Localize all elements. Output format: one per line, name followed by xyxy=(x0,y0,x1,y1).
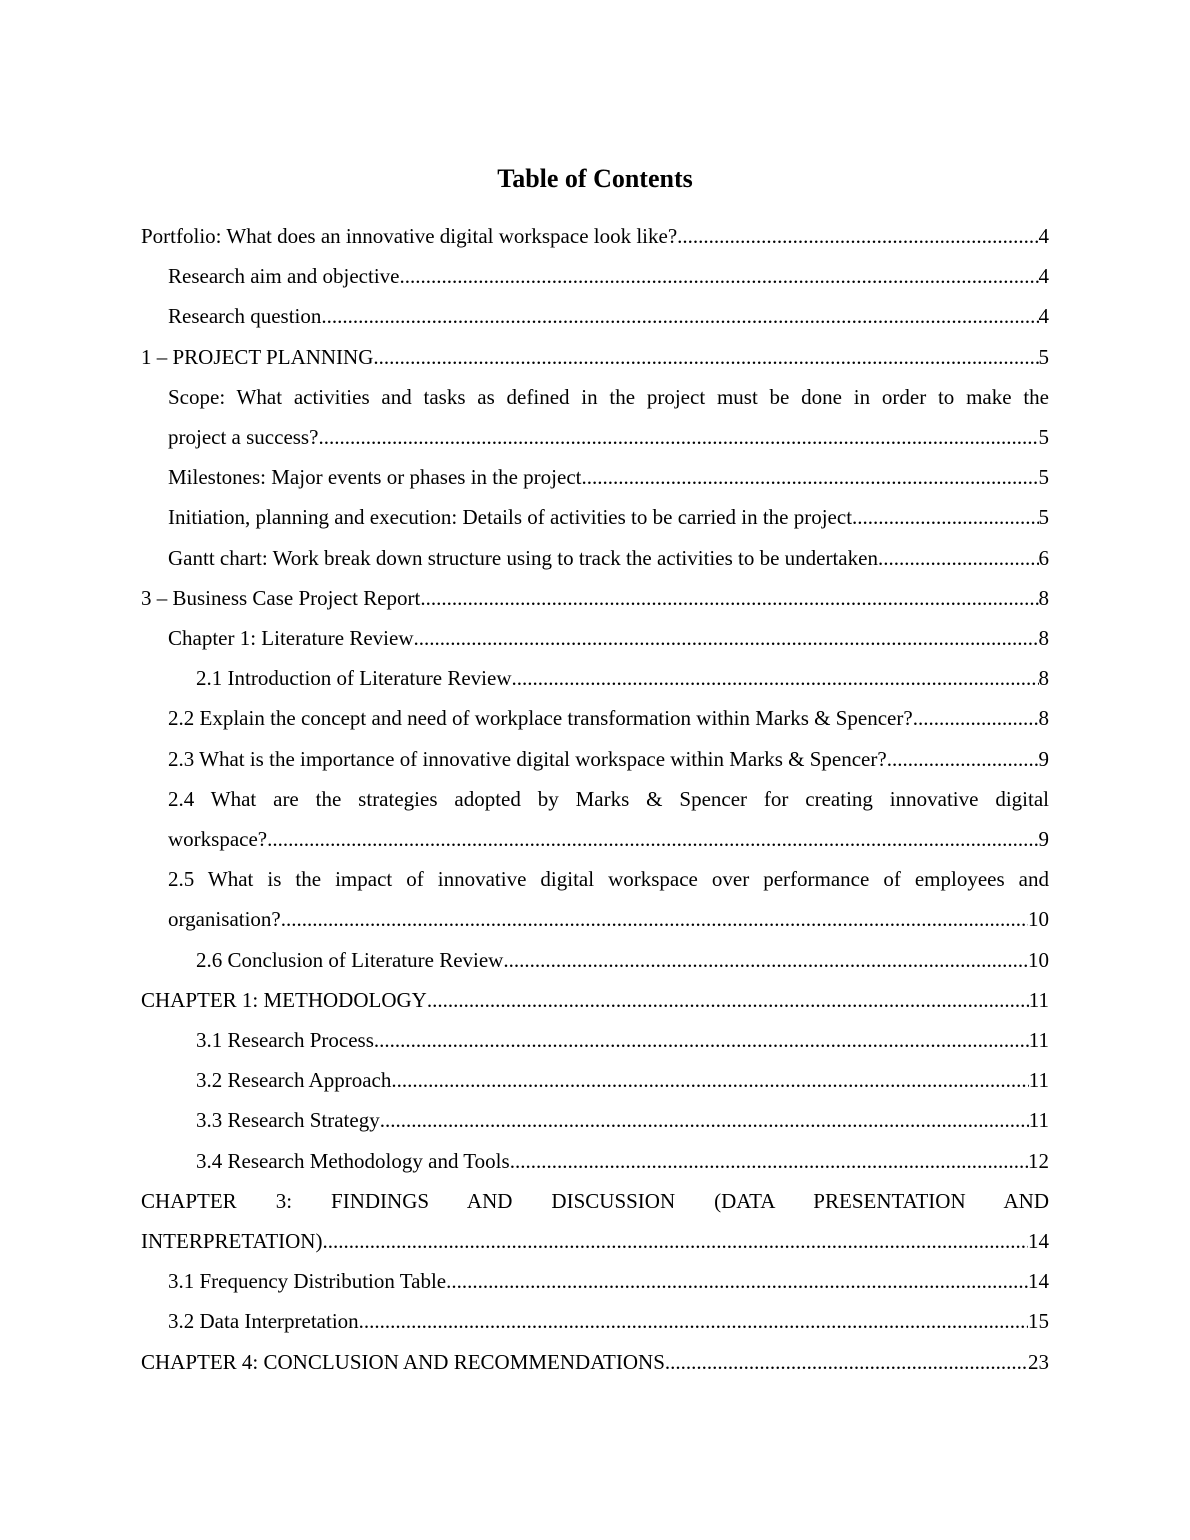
toc-entry[interactable] xyxy=(141,1020,1049,1060)
toc-entry-text: 3.2 Data Interpretation xyxy=(168,1309,359,1334)
dot-leader xyxy=(374,1020,1029,1060)
toc-entry-page: 10 xyxy=(1028,907,1049,932)
toc-entry-text: INTERPRETATION) xyxy=(141,1229,323,1254)
toc-entry[interactable] xyxy=(141,698,1049,738)
toc-entry[interactable] xyxy=(141,618,1049,658)
toc-entry[interactable] xyxy=(141,940,1049,980)
toc-entry[interactable] xyxy=(141,296,1049,336)
dot-leader xyxy=(913,698,1039,738)
toc-entry-page: 8 xyxy=(1038,626,1049,651)
dot-leader xyxy=(887,739,1039,779)
toc-entry-text: Chapter 1: Literature Review xyxy=(168,626,414,651)
toc-entry[interactable] xyxy=(141,497,1049,537)
toc-entry-page: 23 xyxy=(1028,1349,1049,1374)
toc-entry[interactable] xyxy=(141,980,1049,1020)
toc-entry[interactable] xyxy=(141,1060,1049,1100)
dot-leader xyxy=(852,497,1038,537)
dot-leader xyxy=(359,1301,1028,1341)
toc-entry-text: 3.4 Research Methodology and Tools xyxy=(196,1148,510,1173)
toc-entry-text: workspace? xyxy=(168,827,268,852)
toc-entry-text: 3 – Business Case Project Report xyxy=(141,585,421,610)
toc-entry-text: CHAPTER 4: CONCLUSION AND RECOMMENDATIONS xyxy=(141,1349,665,1374)
dot-leader xyxy=(420,578,1038,618)
toc-entry[interactable] xyxy=(141,739,1049,779)
toc-entry-page: 14 xyxy=(1028,1269,1049,1294)
toc-entry-text: organisation? xyxy=(168,907,281,932)
toc-entry-page: 12 xyxy=(1028,1148,1049,1173)
toc-entry-page: 9 xyxy=(1038,827,1049,852)
toc-entry-text: Research question xyxy=(168,304,322,329)
toc-entry-page: 4 xyxy=(1038,264,1049,289)
toc-entry-page: 5 xyxy=(1038,505,1049,530)
toc-entry-text: 3.3 Research Strategy xyxy=(196,1108,380,1133)
dot-leader xyxy=(503,940,1028,980)
dot-leader xyxy=(373,337,1038,377)
toc-entry[interactable] xyxy=(141,578,1049,618)
dot-leader xyxy=(267,819,1038,859)
toc-entry-text: 1 – PROJECT PLANNING xyxy=(141,344,374,369)
dot-leader xyxy=(446,1261,1028,1301)
dot-leader xyxy=(510,1141,1028,1181)
dot-leader xyxy=(665,1342,1028,1382)
toc-entry-lead: 2.5 What is the impact of innovative digital workspace over performance of employees and xyxy=(168,867,1049,892)
toc-entry-lead: 2.4 What are the strategies adopted by Marks & Spencer for creating innovative digital xyxy=(168,786,1049,811)
dot-leader xyxy=(878,538,1039,578)
toc-entry[interactable] xyxy=(141,256,1049,296)
toc-entry-page: 8 xyxy=(1038,706,1049,731)
toc-entry-page: 11 xyxy=(1028,987,1049,1012)
toc-entry-page: 8 xyxy=(1038,585,1049,610)
dot-leader xyxy=(321,296,1038,336)
toc-entry-text: 2.6 Conclusion of Literature Review xyxy=(196,947,504,972)
toc-entry[interactable] xyxy=(141,457,1049,497)
toc-entry-text: CHAPTER 1: METHODOLOGY xyxy=(141,987,427,1012)
dot-leader xyxy=(582,457,1039,497)
toc-entry-page: 9 xyxy=(1038,746,1049,771)
toc-entry-text: 3.1 Frequency Distribution Table xyxy=(168,1269,447,1294)
toc-entry-text: 3.1 Research Process xyxy=(196,1028,374,1053)
toc-entry-text: 3.2 Research Approach xyxy=(196,1068,392,1093)
toc-entry[interactable] xyxy=(141,859,1049,939)
dot-leader xyxy=(318,417,1038,457)
toc-entry-page: 5 xyxy=(1038,425,1049,450)
dot-leader xyxy=(281,899,1028,939)
toc-entry-lead: Scope: What activities and tasks as defined in the project must be done in order to make the xyxy=(168,384,1049,409)
dot-leader xyxy=(322,1221,1028,1261)
dot-leader xyxy=(380,1100,1029,1140)
toc-entry-page: 5 xyxy=(1038,344,1049,369)
page-title: Table of Contents xyxy=(497,164,693,193)
toc-entry[interactable] xyxy=(141,538,1049,578)
toc-entry-page: 8 xyxy=(1038,666,1049,691)
toc-entry[interactable] xyxy=(141,1181,1049,1261)
toc-entry-text: Milestones: Major events or phases in the project xyxy=(168,465,582,490)
toc-entry-text: Initiation, planning and execution: Details of activities to be carried in the project xyxy=(168,505,853,530)
toc-entry-page: 4 xyxy=(1038,224,1049,248)
toc-entry-page: 11 xyxy=(1028,1108,1049,1133)
dot-leader xyxy=(399,256,1038,296)
toc-entry-text: Portfolio: What does an innovative digital workspace look like? xyxy=(141,224,678,248)
toc-entry-page: 4 xyxy=(1038,304,1049,329)
toc-entry-lead: CHAPTER 3: FINDINGS AND DISCUSSION (DATA PRESENTATION AND xyxy=(141,1188,1049,1213)
toc-entry-text: project a success? xyxy=(168,425,319,450)
toc-entry[interactable] xyxy=(141,658,1049,698)
dot-leader xyxy=(427,980,1029,1020)
toc-entry[interactable] xyxy=(141,1301,1049,1341)
dot-leader xyxy=(511,658,1038,698)
toc-entry[interactable] xyxy=(141,216,1049,256)
toc-entry-page: 15 xyxy=(1028,1309,1049,1334)
toc-entry-text: 2.2 Explain the concept and need of workplace transformation within Marks & Spencer? xyxy=(168,706,913,731)
table-of-contents xyxy=(141,216,1049,1382)
toc-entry-page: 11 xyxy=(1028,1028,1049,1053)
toc-entry[interactable] xyxy=(141,337,1049,377)
toc-entry-page: 5 xyxy=(1038,465,1049,490)
dot-leader xyxy=(414,618,1039,658)
toc-entry[interactable] xyxy=(141,1261,1049,1301)
toc-entry-text: 2.3 What is the importance of innovative digital workspace within Marks & Spencer? xyxy=(168,746,887,771)
toc-entry[interactable] xyxy=(141,1342,1049,1382)
toc-entry[interactable] xyxy=(141,1100,1049,1140)
toc-entry-page: 14 xyxy=(1028,1229,1049,1254)
dot-leader xyxy=(677,216,1038,256)
toc-entry-page: 10 xyxy=(1028,947,1049,972)
toc-entry-page: 11 xyxy=(1028,1068,1049,1093)
toc-entry-text: Research aim and objective xyxy=(168,264,400,289)
toc-entry[interactable] xyxy=(141,779,1049,859)
dot-leader xyxy=(391,1060,1028,1100)
toc-entry[interactable] xyxy=(141,1141,1049,1181)
toc-entry-text: 2.1 Introduction of Literature Review xyxy=(196,666,512,691)
toc-entry-page: 6 xyxy=(1038,545,1049,570)
toc-entry-text: Gantt chart: Work break down structure using to track the activities to be undertaken xyxy=(168,545,878,570)
toc-entry[interactable] xyxy=(141,377,1049,457)
